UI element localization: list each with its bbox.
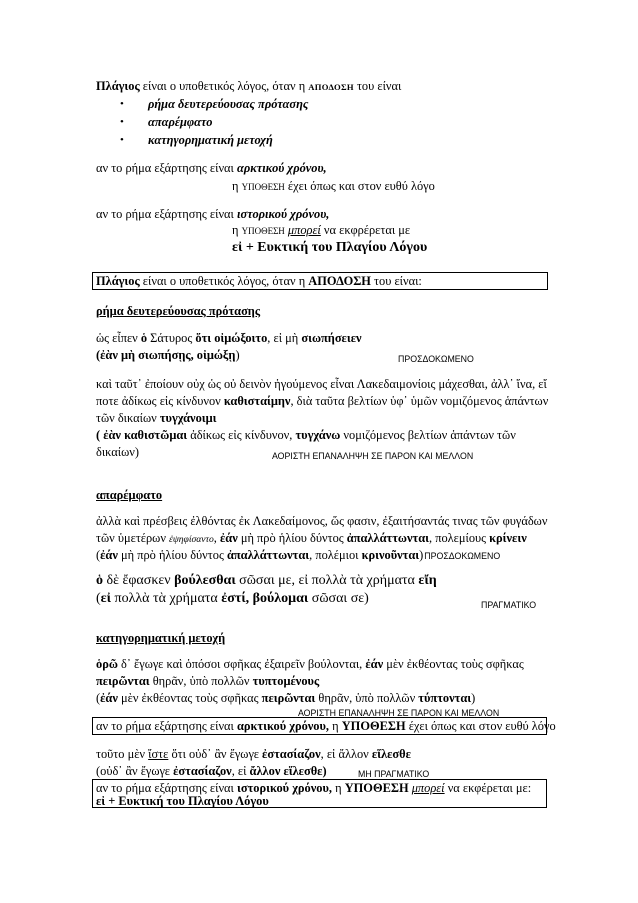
t: ἀπαλλάττωνται: [346, 531, 429, 545]
ypothesi-term: ΥΠΟΘΕΣΗ: [241, 226, 285, 236]
t: τυγχάνοιμι: [159, 411, 217, 425]
t: αρκτικού χρόνου,: [237, 719, 330, 733]
t: αν το ρήμα εξάρτησης είναι: [96, 719, 237, 733]
example-line: [96, 530, 527, 548]
t: ἀπαλλάττωνται: [226, 548, 310, 562]
t: κρίνειν: [489, 531, 527, 545]
t: ὁ: [96, 573, 103, 588]
eukt-rule: εἰ + Ευκτική του Πλαγίου Λόγου: [232, 240, 428, 255]
t: ): [235, 348, 240, 362]
bullet-icon: •: [120, 134, 124, 146]
t: δὲ ἔφασκεν: [103, 573, 175, 588]
istorikou-text: αν το ρήμα εξάρτησης είναι: [96, 207, 237, 221]
t: ἐστασίαζον: [173, 764, 232, 778]
apodosi-box: [92, 272, 548, 290]
istorikou-term: ιστορικού χρόνου,: [237, 207, 330, 221]
t: η: [332, 781, 345, 795]
t: (οὐδ᾽ ἂν ἔγωγε: [96, 764, 174, 778]
istorikou-line: [96, 206, 329, 222]
t: σῶσαι σε): [308, 591, 369, 606]
arktikou-box: [92, 717, 556, 735]
t: ἐάν: [100, 691, 118, 705]
t: (: [96, 591, 101, 606]
t: κρινοῦνται: [361, 548, 420, 562]
bullet-icon: •: [120, 98, 124, 110]
example-line: [96, 410, 217, 426]
apodosi-box-line: [96, 273, 422, 289]
label-tag: ΜΗ ΠΡΑΓΜΑΤΙΚΟ: [358, 769, 430, 779]
t: μπορεί: [411, 781, 445, 795]
example-line: [96, 330, 362, 346]
t: ὁρῶ: [96, 657, 118, 671]
t: σῶσαι με, εἰ πολλὰ τὰ χρήματα: [235, 573, 419, 588]
t: ποτε ἀδίκως εἰς κίνδυνον: [96, 394, 224, 408]
example-line: [96, 347, 240, 363]
arktikou-term: αρκτικού χρόνου,: [237, 161, 327, 175]
mporei-word: μπορεί: [287, 223, 321, 237]
t: ἀλλὰ καὶ πρέσβεις: [96, 514, 191, 528]
example-line: [96, 547, 500, 564]
t: τυπτομένους: [252, 674, 320, 688]
istorikou-box-rule: εἰ + Ευκτική του Πλαγίου Λόγου: [96, 794, 269, 808]
t: εἵλεσθε: [371, 747, 411, 761]
t: , πολεμίους: [429, 531, 490, 545]
t: ἐλθόντας ἐκ Λακεδαίμονος, ὥς φασιν, ἐξαιτήσαντάς τινας τῶν φυγάδων: [190, 514, 548, 528]
t: αν το ρήμα εξάρτησης είναι: [96, 781, 237, 795]
t: να εκφέρεται με:: [444, 781, 532, 795]
intro-term: Πλάγιος: [96, 79, 140, 93]
t: εἴη: [418, 573, 437, 588]
label-tag: ΑΟΡΙΣΤΗ ΕΠΑΝΑΛΗΨΗ ΣΕ ΠΑΡΟΝ ΚΑΙ ΜΕΛΛΟΝ: [272, 451, 474, 461]
t: η: [329, 719, 342, 733]
ypothesi-term: ΥΠΟΘΕΣΗ: [241, 182, 285, 192]
t: , διὰ ταῦτα βελτίων ὑφ᾽ ὑμῶν νομιζόμενος ἁπάντων: [290, 394, 549, 408]
ypothesi-mporei-line: [232, 222, 410, 239]
t: , εἰ: [231, 764, 250, 778]
t: ιστορικού χρόνου,: [237, 781, 333, 795]
intro-line: [96, 78, 401, 95]
istorikou-box: [92, 779, 547, 808]
t: οἰμώξοιτο: [214, 331, 268, 345]
ypothesi-text: έχει όπως και στον ευθύ λόγο: [284, 179, 435, 193]
label-tag: ΠΡΑΓΜΑΤΙΚΟ: [481, 600, 537, 610]
label-tag: ΠΡΟΣΔΟΚΩΜΕΝΟ: [424, 551, 501, 561]
t: πολλὰ τὰ χρήματα: [111, 591, 222, 606]
t: θηρᾶν, ὑπὸ πολλῶν: [315, 691, 419, 705]
t: ἐάν: [365, 657, 384, 671]
t: ἐάν: [219, 531, 238, 545]
section-heading-aparemfato: απαρέμφατο: [96, 488, 163, 502]
label-tag: ΠΡΟΣΔΟΚΩΜΕΝΟ: [398, 354, 474, 364]
example-line: [96, 763, 327, 779]
t: δ᾽ ἔγωγε καὶ ὁπόσοι σφῆκας ἐξαιρεῖν βούλονται,: [117, 657, 366, 671]
arktikou-box-line: [96, 718, 556, 734]
ypothesi-end: να εκφρέρεται με: [320, 223, 411, 237]
example-line: [96, 427, 516, 443]
t: εἰ: [100, 591, 111, 606]
example-line: [96, 573, 437, 589]
example-line: καὶ ταῦτ᾽ ἐποίουν οὐχ ὡς οὐ δεινὸν ἡγούμενος εἶναι Λακεδαιμονίοις μάχεσθαι, ἀλλ᾽ ἵνα, εἴ: [96, 377, 547, 391]
t: τῶν δικαίων: [96, 411, 160, 425]
t: πειρῶνται: [261, 691, 316, 705]
bullet-item: κατηγορηματική μετοχή: [148, 133, 273, 147]
example-line: [96, 393, 548, 409]
intro-apodosi: ΑΠΟΔΟΣΗ: [308, 82, 354, 92]
t: ): [419, 548, 424, 562]
bullet-item: απαρέμφατο: [148, 115, 213, 129]
t: ἄλλον εἵλεσθε): [249, 764, 327, 778]
t: ἐάν: [100, 548, 118, 562]
example-line: δικαίων): [96, 445, 140, 459]
intro-end: του είναι: [353, 79, 402, 93]
t: , εἰ ἄλλον: [320, 747, 372, 761]
t: ): [471, 691, 476, 705]
t: μὲν ἐκθέοντας τοὺς σφῆκας: [117, 691, 262, 705]
intro-text: είναι ο υποθετικός λόγος, όταν η: [139, 79, 309, 93]
t: θηρᾶν, ὑπὸ πολλῶν: [149, 674, 253, 688]
ypothesi-line: [232, 178, 435, 195]
section-heading-metoxi: κατηγορηματική μετοχή: [96, 631, 226, 645]
t: ὅτι: [195, 331, 212, 345]
box-apodosi: ΑΠΟΔΟΣΗ: [308, 274, 371, 288]
t: μὴ πρὸ ἡλίου δύντος: [237, 531, 347, 545]
t: μὴ πρὸ ἡλίου δύντος: [117, 548, 227, 562]
label-tag: ΑΟΡΙΣΤΗ ΕΠΑΝΑΛΗΨΗ ΣΕ ΠΑΡΟΝ ΚΑΙ ΜΕΛΛΟΝ: [298, 708, 500, 718]
arktikou-line: [96, 160, 327, 176]
t: ἴστε: [148, 747, 169, 761]
box-text: είναι ο υποθετικός λόγος, όταν η: [139, 274, 309, 288]
arktikou-text: αν το ρήμα εξάρτησης είναι: [96, 161, 237, 175]
t: πειρῶνται: [96, 674, 150, 688]
t: βούλεσθαι: [174, 573, 236, 588]
bullet-item: ρήμα δευτερεύουσας πρότασης: [148, 97, 309, 111]
t: ἐστασίαζον: [262, 747, 321, 761]
example-line: [96, 746, 411, 762]
t: (ἐὰν μὴ σιωπήσῃς, οἰμώξῃ: [96, 348, 236, 362]
ypothesi-prefix: η: [232, 179, 242, 193]
example-line: [96, 673, 319, 689]
section-heading-rima: ρήμα δευτερεύουσας πρότασης: [96, 304, 261, 318]
example-line: [96, 591, 369, 607]
t: ὅτι οὐδ᾽ ἂν ἔγωγε: [168, 747, 263, 761]
example-line: [96, 513, 547, 529]
box-end: του είναι:: [370, 274, 422, 288]
t: ΥΠΟΘΕΣΗ: [344, 781, 409, 795]
bullet-icon: •: [120, 116, 124, 128]
box-term: Πλάγιος: [96, 274, 140, 288]
t: ἀδίκως εἰς κίνδυνον,: [187, 428, 296, 442]
t: ἐστί, βούλομαι: [221, 591, 309, 606]
t: ( ἐὰν καθιστῶμαι: [96, 428, 188, 442]
t: τοῦτο μὲν: [96, 747, 149, 761]
t: νομιζόμενος βελτίων ἁπάντων τῶν: [340, 428, 516, 442]
t: σιωπήσειεν: [301, 331, 362, 345]
t: (: [96, 548, 101, 562]
example-line: [96, 656, 524, 672]
ypothesi-prefix: η: [232, 223, 242, 237]
example-line: [96, 690, 475, 706]
t: ἐψηφίσαντο: [169, 534, 214, 545]
t: ΥΠΟΘΕΣΗ: [341, 719, 406, 733]
t: (: [96, 691, 101, 705]
t: Σάτυρος: [147, 331, 196, 345]
t: τῶν ὑμετέρων: [96, 531, 170, 545]
t: ὡς εἶπεν: [96, 331, 141, 345]
t: ,: [213, 531, 220, 545]
t: καθισταίμην: [223, 394, 291, 408]
t: τυγχάνω: [295, 428, 341, 442]
t: έχει όπως και στον ευθύ λόγο: [405, 719, 556, 733]
t: , πολέμιοι: [309, 548, 362, 562]
t: μὲν ἐκθέοντας τοὺς σφῆκας: [383, 657, 524, 671]
t: ὁ: [140, 331, 148, 345]
t: , εἰ μὴ: [267, 331, 302, 345]
t: τύπτονται: [418, 691, 472, 705]
